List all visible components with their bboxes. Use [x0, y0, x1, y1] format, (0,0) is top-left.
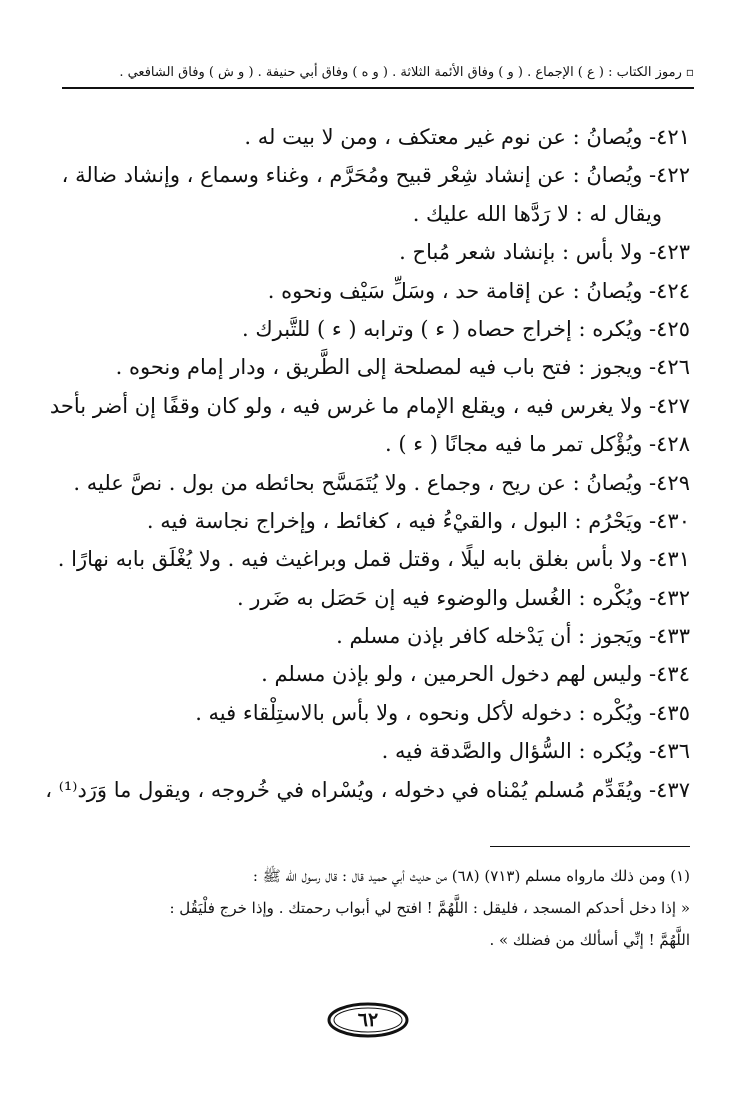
square-bullet-icon: ▫	[685, 65, 694, 79]
entry-434: ٤٣٤- وليس لهم دخول الحرمين ، ولو بإذن مسلم .	[261, 662, 690, 687]
entry-421: ٤٢١- ويُصانُ : عن نوم غير معتكف ، ومن لا بيت له .	[244, 125, 690, 149]
entry-423: ٤٢٣- ولا بأس : بإنشاد شعر مُباح .	[399, 240, 690, 265]
footnote	[56, 860, 690, 956]
footnote-line: اللَّهُمَّ ! إنِّي أسألك من فضلك » .	[489, 931, 690, 949]
entry-435: ٤٣٥- ويُكْره : دخوله لأكل ونحوه ، ولا بأس بالاستِلْقاء فيه .	[195, 700, 690, 725]
footnote-line: « إذا دخل أحدكم المسجد ، فليقل : اللَّهُمَّ ! افتح لي أبواب رحمتك . وإذا خرج فلْيَقُل :	[169, 899, 690, 917]
entry-433: ٤٣٣- ويَجوز : أن يَدْخله كافر بإذن مسلم .	[336, 624, 690, 649]
entry-431: ٤٣١- ولا بأس بغلق بابه ليلًا ، وقتل قمل وبراغيث فيه . ولا يُغْلَق بابه نهارًا .	[57, 547, 690, 572]
entry-430: ٤٣٠- ويَحْرُم : البول ، والقيْءُ فيه ، كغائط ، وإخراج نجاسة فيه .	[146, 508, 690, 533]
entry-422-continuation: ويقال له : لا رَدَّها الله عليك .	[412, 201, 662, 226]
entry-428: ٤٢٨- ويُؤْكل تمر ما فيه مجانًا ( ء ) .	[385, 432, 690, 457]
entry-424: ٤٢٤- ويُصانُ : عن إقامة حد ، وسَلِّ سَيْف ونحوه .	[267, 278, 690, 303]
page-number: ٦٢	[357, 1009, 379, 1031]
entry-437: ٤٣٧- ويُقَدِّم مُسلم يُمْناه في دخوله ، ويُسْراه في خُروجه ، ويقول ما وَرَد⁽¹⁾ ،	[45, 777, 690, 802]
footnote-divider	[490, 846, 690, 847]
entry-432: ٤٣٢- ويُكْره : الغُسل والوضوء فيه إن حَصَل به ضَرر .	[236, 585, 690, 610]
entry-429: ٤٢٩- ويُصانُ : عن ريح ، وجماع . ولا يُتَمَسَّح بحائطه من بول . نصَّ عليه .	[73, 470, 690, 495]
entry-427: ٤٢٧- ولا يغرس فيه ، ويقلع الإمام ما غرس فيه ، ولو كان وقفًا إن أضر بأحد	[49, 393, 690, 418]
entry-426: ٤٢٦- ويجوز : فتح باب فيه لمصلحة إلى الطَّريق ، ودار إمام ونحوه .	[115, 355, 690, 380]
running-header	[62, 62, 694, 89]
main-text	[45, 118, 690, 809]
footnote-line: (١) ومن ذلك مارواه مسلم (٧١٣) (٦٨) من حديث أبي حميد قال : قال رسول الله ﷺ :	[252, 867, 690, 885]
page-number-badge	[326, 1000, 410, 1040]
header-text: رموز الكتاب : ( ع ) الإجماع . ( و ) وفاق الأئمة الثلاثة . ( و ه ) وفاق أبي حنيفة . ( و ش ) وفاق الشافعي .	[119, 65, 682, 80]
entry-425: ٤٢٥- ويُكره : إخراج حصاه ( ء ) وترابه ( ء ) للتَّبرك .	[242, 316, 690, 341]
entry-436: ٤٣٦- ويُكره : السُّؤال والصَّدقة فيه .	[381, 739, 690, 764]
entry-422: ٤٢٢- ويُصانُ : عن إنشاد شِعْر قبيح ومُحَرَّم ، وغناء وسماع ، وإنشاد ضالة ،	[61, 163, 690, 188]
